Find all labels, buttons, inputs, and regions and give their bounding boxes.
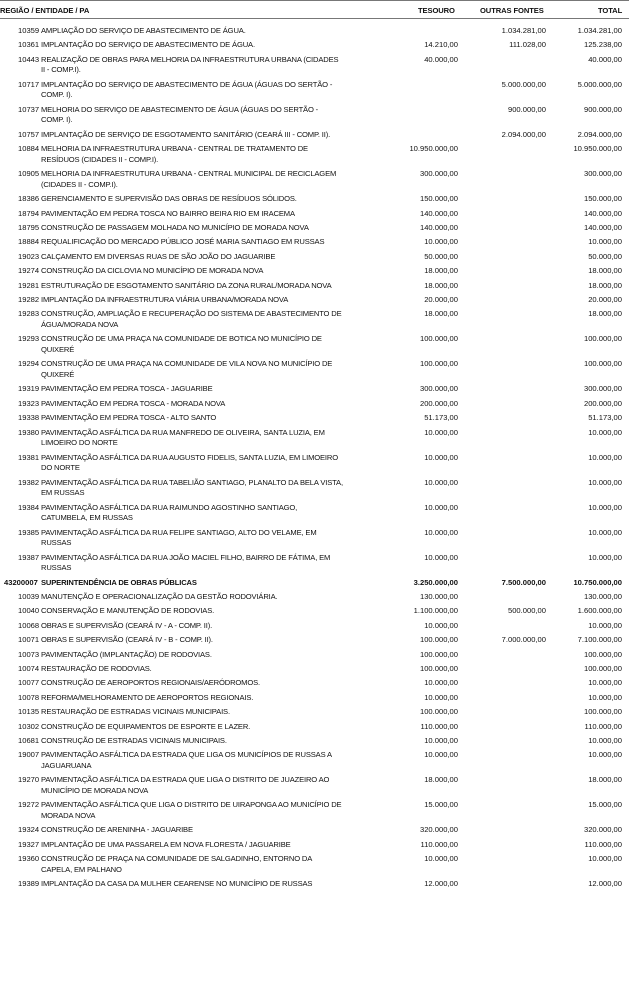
- code-cell: 19282: [18, 295, 40, 304]
- code-cell: 19274: [18, 266, 40, 276]
- code-cell: 10077: [18, 678, 40, 688]
- code-cell: 19023: [18, 251, 40, 261]
- description-cell: PAVIMENTAÇÃO ASFÁLTICA DA ESTRADA QUE LIGA O DISTRITO DE JUAZEIRO AO MUNICÍPIO DE MORADA NOVA: [41, 775, 330, 795]
- code-cell: 19380: [18, 427, 40, 437]
- total-cell: 10.000,00: [588, 854, 622, 864]
- tesouro-cell: 3.250.000,00: [413, 577, 458, 587]
- tesouro-cell: 110.000,00: [420, 839, 458, 849]
- total-cell: 7.100.000,00: [577, 635, 622, 645]
- description-cell: AMPLIAÇÃO DO SERVIÇO DE ABASTECIMENTO DE ÁGUA.: [41, 26, 246, 35]
- code-cell: 19293: [18, 334, 40, 344]
- description-cell: CONSTRUÇÃO DE EQUIPAMENTOS DE ESPORTE E LAZER.: [41, 721, 251, 731]
- description-cell: PAVIMENTAÇÃO ASFÁLTICA DA RUA JOÃO MACIEL FILHO, BAIRRO DE FÁTIMA, EM RUSSAS: [41, 552, 331, 572]
- tesouro-cell: 100.000,00: [419, 664, 458, 673]
- tesouro-cell: 10.000,00: [424, 692, 458, 702]
- description-cell: CONSERVAÇÃO E MANUTENÇÃO DE RODOVIAS.: [41, 606, 215, 616]
- header-total: TOTAL: [598, 6, 623, 15]
- code-cell: 19327: [18, 839, 40, 849]
- tesouro-cell: 1.100.000,00: [413, 606, 458, 616]
- total-cell: 2.094.000,00: [577, 129, 622, 139]
- total-cell: 10.000,00: [588, 678, 622, 688]
- total-cell: 900.000,00: [583, 104, 622, 114]
- total-cell: 10.000,00: [588, 736, 622, 745]
- code-cell: 19382: [18, 477, 40, 487]
- code-cell: 19283: [18, 309, 40, 319]
- total-cell: 51.173,00: [588, 413, 622, 423]
- tesouro-cell: 110.000,00: [420, 721, 458, 731]
- tesouro-cell: 10.950.000,00: [409, 144, 458, 154]
- header-outras-fontes: OUTRAS FONTES: [480, 6, 544, 15]
- description-cell: PAVIMENTAÇÃO ASFÁLTICA DA RUA FELIPE SANTIAGO, ALTO DO VELAME, EM RUSSAS: [41, 527, 317, 547]
- tesouro-cell: 10.000,00: [424, 237, 458, 247]
- description-cell: CALÇAMENTO EM DIVERSAS RUAS DE SÃO JOÃO DO JAGUARIBE: [41, 251, 276, 261]
- code-cell: 19294: [18, 359, 40, 369]
- code-cell: 19389: [18, 879, 40, 889]
- description-cell: SUPERINTENDÊNCIA DE OBRAS PÚBLICAS: [41, 577, 197, 587]
- total-cell: 110.000,00: [584, 721, 622, 731]
- description-cell: GERENCIAMENTO E SUPERVISÃO DAS OBRAS DE RESÍDUOS SÓLIDOS.: [41, 194, 297, 204]
- code-cell: 19007: [18, 750, 40, 760]
- code-cell: 10302: [18, 721, 40, 731]
- code-cell: 10681: [18, 736, 40, 745]
- code-cell: 19360: [18, 854, 40, 864]
- code-cell: 18386: [18, 194, 40, 204]
- code-cell: 19381: [18, 452, 40, 462]
- outras-fontes-cell: 500.000,00: [507, 606, 546, 616]
- total-cell: 320.000,00: [583, 825, 622, 835]
- code-cell: 10884: [18, 144, 40, 154]
- tesouro-cell: 10.000,00: [424, 552, 458, 562]
- outras-fontes-cell: 2.094.000,00: [501, 129, 546, 139]
- description-cell: IMPLANTAÇÃO DO SERVIÇO DE ABASTECIMENTO DE ÁGUA (ÁGUAS DO SERTÃO - COMP. I).: [41, 79, 333, 100]
- code-cell: 19387: [18, 552, 40, 562]
- total-cell: 12.000,00: [588, 879, 622, 889]
- total-cell: 1.034.281,00: [577, 26, 622, 35]
- code-cell: 19323: [18, 398, 40, 408]
- description-cell: IMPLANTAÇÃO DE UMA PASSARELA EM NOVA FLORESTA / JAGUARIBE: [41, 839, 291, 849]
- total-cell: 10.000,00: [588, 502, 622, 512]
- tesouro-cell: 20.000,00: [424, 295, 458, 304]
- description-cell: REQUALIFICAÇÃO DO MERCADO PÚBLICO JOSÉ MARIA SANTIAGO EM RUSSAS: [41, 237, 325, 247]
- total-cell: 40.000,00: [588, 54, 622, 64]
- code-cell: 19272: [18, 800, 40, 810]
- outras-fontes-cell: 111.028,00: [509, 40, 546, 50]
- total-cell: 200.000,00: [583, 398, 622, 408]
- code-cell: 10073: [18, 649, 40, 659]
- description-cell: PAVIMENTAÇÃO EM PEDRA TOSCA NO BAIRRO BEIRA RIO EM IRACEMA: [41, 208, 295, 218]
- total-cell: 5.000.000,00: [577, 79, 622, 89]
- description-cell: ESTRUTURAÇÃO DE ESGOTAMENTO SANITÁRIO DA ZONA RURAL/MORADA NOVA: [41, 280, 332, 290]
- table-header: [0, 0, 629, 19]
- description-cell: MELHORIA DO SERVIÇO DE ABASTECIMENTO DE ÁGUA (ÁGUAS DO SERTÃO - COMP. I).: [41, 104, 319, 125]
- description-cell: REALIZAÇÃO DE OBRAS PARA MELHORIA DA INFRAESTRUTURA URBANA (CIDADES II - COMP.I).: [41, 54, 339, 75]
- total-cell: 10.000,00: [588, 552, 622, 562]
- tesouro-cell: 150.000,00: [419, 194, 458, 204]
- total-cell: 100.000,00: [583, 649, 622, 659]
- description-cell: PAVIMENTAÇÃO ASFÁLTICA DA RUA AUGUSTO FIDELIS, SANTA LUZIA, EM LIMOEIRO DO NORTE: [41, 452, 338, 472]
- total-cell: 10.000,00: [588, 527, 622, 537]
- code-cell: 19324: [18, 825, 40, 835]
- description-cell: IMPLANTAÇÃO DA INFRAESTRUTURA VIÁRIA URBANA/MORADA NOVA: [41, 295, 289, 304]
- outras-fontes-cell: 5.000.000,00: [501, 79, 546, 89]
- description-cell: PAVIMENTAÇÃO EM PEDRA TOSCA - JAGUARIBE: [41, 384, 213, 394]
- tesouro-cell: 10.000,00: [424, 427, 458, 437]
- description-cell: PAVIMENTAÇÃO ASFÁLTICA DA ESTRADA QUE LIGA OS MUNICÍPIOS DE RUSSAS A JAGUARUANA: [41, 750, 332, 770]
- tesouro-cell: 130.000,00: [419, 592, 458, 601]
- tesouro-cell: 10.000,00: [424, 477, 458, 487]
- total-cell: 20.000,00: [588, 295, 622, 304]
- tesouro-cell: 320.000,00: [419, 825, 458, 835]
- total-cell: 300.000,00: [583, 169, 622, 179]
- tesouro-cell: 10.000,00: [424, 750, 458, 760]
- tesouro-cell: 10.000,00: [424, 620, 458, 630]
- header-regiao: REGIÃO / ENTIDADE / PA: [0, 6, 90, 15]
- code-cell: 10039: [18, 592, 40, 601]
- total-cell: 18.000,00: [588, 266, 622, 276]
- tesouro-cell: 140.000,00: [419, 208, 458, 218]
- tesouro-cell: 300.000,00: [419, 384, 458, 394]
- code-cell: 10361: [18, 40, 40, 50]
- description-cell: OBRAS E SUPERVISÃO (CEARÁ IV - B - COMP. II).: [41, 635, 213, 645]
- description-cell: RESTAURAÇÃO DE RODOVIAS.: [41, 664, 152, 673]
- description-cell: RESTAURAÇÃO DE ESTRADAS VICINAIS MUNICIPAIS.: [41, 707, 230, 717]
- total-cell: 18.000,00: [588, 309, 622, 319]
- tesouro-cell: 40.000,00: [424, 54, 458, 64]
- tesouro-cell: 300.000,00: [419, 169, 458, 179]
- tesouro-cell: 10.000,00: [424, 502, 458, 512]
- code-cell: 19384: [18, 502, 40, 512]
- code-cell: 19338: [18, 413, 40, 423]
- description-cell: PAVIMENTAÇÃO ASFÁLTICA DA RUA RAIMUNDO AGOSTINHO SANTIAGO, CATUMBELA, EM RUSSAS: [41, 502, 298, 522]
- code-cell: 18795: [18, 223, 40, 232]
- description-cell: IMPLANTAÇÃO DO SERVIÇO DE ABASTECIMENTO DE ÁGUA.: [41, 40, 255, 50]
- description-cell: CONSTRUÇÃO DE UMA PRAÇA NA COMUNIDADE DE VILA NOVA NO MUNICÍPIO DE QUIXERÉ: [41, 359, 333, 379]
- total-cell: 110.000,00: [584, 839, 622, 849]
- total-cell: 10.000,00: [588, 427, 622, 437]
- description-cell: CONSTRUÇÃO DE AEROPORTOS REGIONAIS/AERÓDROMOS.: [41, 678, 260, 688]
- total-cell: 300.000,00: [583, 384, 622, 394]
- total-cell: 10.000,00: [588, 237, 622, 247]
- description-cell: PAVIMENTAÇÃO (IMPLANTAÇÃO) DE RODOVIAS.: [41, 649, 212, 659]
- code-cell: 10071: [18, 635, 40, 645]
- total-cell: 130.000,00: [583, 592, 622, 601]
- description-cell: IMPLANTAÇÃO DE SERVIÇO DE ESGOTAMENTO SANITÁRIO (CEARÁ III - COMP. II).: [41, 129, 331, 139]
- code-cell: 10135: [18, 707, 40, 717]
- tesouro-cell: 18.000,00: [424, 309, 458, 319]
- outras-fontes-cell: 1.034.281,00: [501, 26, 546, 35]
- description-cell: CONSTRUÇÃO DE PRAÇA NA COMUNIDADE DE SALGADINHO, ENTORNO DA CAPELA, EM PALHANO: [41, 854, 312, 874]
- tesouro-cell: 10.000,00: [424, 678, 458, 688]
- tesouro-cell: 100.000,00: [419, 635, 458, 645]
- tesouro-cell: 100.000,00: [419, 707, 458, 717]
- code-cell: 10737: [18, 104, 40, 114]
- description-cell: CONSTRUÇÃO, AMPLIAÇÃO E RECUPERAÇÃO DO SISTEMA DE ABASTECIMENTO DE ÁGUA/MORADA NOVA: [41, 309, 342, 329]
- tesouro-cell: 200.000,00: [419, 398, 458, 408]
- code-cell: 19319: [18, 384, 40, 394]
- total-cell: 150.000,00: [583, 194, 622, 204]
- description-cell: IMPLANTAÇÃO DA CASA DA MULHER CEARENSE NO MUNICÍPIO DE RUSSAS: [41, 879, 313, 889]
- description-cell: CONSTRUÇÃO DE ESTRADAS VICINAIS MUNICIPAIS.: [41, 736, 227, 745]
- description-cell: CONSTRUÇÃO DE UMA PRAÇA NA COMUNIDADE DE BOTICA NO MUNICÍPIO DE QUIXERÉ: [41, 334, 322, 354]
- code-cell: 10078: [18, 692, 40, 702]
- description-cell: MELHORIA DA INFRAESTRUTURA URBANA - CENTRAL MUNICIPAL DE RECICLAGEM (CIDADES II - COMP.I).: [41, 169, 337, 189]
- description-cell: CONSTRUÇÃO DA CICLOVIA NO MUNICÍPIO DE MORADA NOVA: [41, 266, 264, 276]
- tesouro-cell: 10.000,00: [424, 736, 458, 745]
- tesouro-cell: 51.173,00: [424, 413, 458, 423]
- code-cell: 43200007: [4, 577, 38, 587]
- code-cell: 10068: [18, 620, 40, 630]
- description-cell: CONSTRUÇÃO DE PASSAGEM MOLHADA NO MUNICÍPIO DE MORADA NOVA: [41, 223, 309, 232]
- total-cell: 10.000,00: [588, 692, 622, 702]
- total-cell: 100.000,00: [583, 359, 622, 369]
- tesouro-cell: 18.000,00: [424, 280, 458, 290]
- total-cell: 18.000,00: [588, 775, 622, 785]
- description-cell: PAVIMENTAÇÃO ASFÁLTICA DA RUA MANFREDO DE OLIVEIRA, SANTA LUZIA, EM LIMOEIRO DO NORTE: [41, 427, 325, 447]
- total-cell: 100.000,00: [583, 707, 622, 717]
- outras-fontes-cell: 7.500.000,00: [501, 577, 546, 587]
- outras-fontes-cell: 7.000.000,00: [501, 635, 546, 645]
- description-cell: MANUTENÇÃO E OPERACIONALIZAÇÃO DA GESTÃO RODOVIÁRIA.: [41, 592, 278, 601]
- total-cell: 10.750.000,00: [573, 577, 622, 587]
- total-cell: 140.000,00: [583, 223, 622, 232]
- total-cell: 10.000,00: [588, 750, 622, 760]
- code-cell: 18794: [18, 208, 40, 218]
- total-cell: 125.238,00: [583, 40, 622, 50]
- tesouro-cell: 14.210,00: [424, 40, 458, 50]
- tesouro-cell: 10.000,00: [424, 452, 458, 462]
- total-cell: 10.000,00: [588, 477, 622, 487]
- code-cell: 10359: [18, 26, 40, 35]
- code-cell: 10074: [18, 664, 40, 673]
- tesouro-cell: 140.000,00: [419, 223, 458, 232]
- total-cell: 10.000,00: [588, 620, 622, 630]
- description-cell: PAVIMENTAÇÃO EM PEDRA TOSCA - MORADA NOVA: [41, 398, 226, 408]
- description-cell: PAVIMENTAÇÃO ASFÁLTICA DA RUA TABELIÃO SANTIAGO, PLANALTO DA BELA VISTA, EM RUSSAS: [41, 477, 343, 497]
- tesouro-cell: 10.000,00: [424, 854, 458, 864]
- tesouro-cell: 100.000,00: [419, 334, 458, 344]
- code-cell: 19385: [18, 527, 40, 537]
- code-cell: 18884: [18, 237, 40, 247]
- total-cell: 100.000,00: [583, 334, 622, 344]
- description-cell: CONSTRUÇÃO DE ARENINHA - JAGUARIBE: [41, 825, 193, 835]
- total-cell: 18.000,00: [588, 280, 622, 290]
- outras-fontes-cell: 900.000,00: [507, 104, 546, 114]
- total-cell: 15.000,00: [588, 800, 622, 810]
- code-cell: 19270: [18, 775, 40, 785]
- total-cell: 50.000,00: [588, 251, 622, 261]
- total-cell: 100.000,00: [583, 664, 622, 673]
- code-cell: 10717: [18, 79, 40, 89]
- code-cell: 10905: [18, 169, 40, 179]
- tesouro-cell: 18.000,00: [424, 266, 458, 276]
- code-cell: 10443: [18, 54, 40, 64]
- total-cell: 10.950.000,00: [573, 144, 622, 154]
- header-tesouro: TESOURO: [418, 6, 455, 15]
- total-cell: 1.600.000,00: [577, 606, 622, 616]
- tesouro-cell: 15.000,00: [424, 800, 458, 810]
- tesouro-cell: 18.000,00: [424, 775, 458, 785]
- code-cell: 19281: [18, 280, 40, 290]
- total-cell: 10.000,00: [588, 452, 622, 462]
- description-cell: OBRAS E SUPERVISÃO (CEARÁ IV - A - COMP. II).: [41, 620, 213, 630]
- tesouro-cell: 12.000,00: [424, 879, 458, 889]
- description-cell: PAVIMENTAÇÃO ASFÁLTICA QUE LIGA O DISTRITO DE UIRAPONGA AO MUNICÍPIO DE MORADA NOVA: [41, 800, 342, 820]
- tesouro-cell: 10.000,00: [424, 527, 458, 537]
- tesouro-cell: 100.000,00: [419, 649, 458, 659]
- description-cell: MELHORIA DA INFRAESTRUTURA URBANA - CENTRAL DE TRATAMENTO DE RESÍDUOS (CIDADES II - COMP.I).: [41, 144, 308, 164]
- description-cell: PAVIMENTAÇÃO EM PEDRA TOSCA - ALTO SANTO: [41, 413, 217, 423]
- description-cell: REFORMA/MELHORAMENTO DE AEROPORTOS REGIONAIS.: [41, 692, 254, 702]
- tesouro-cell: 50.000,00: [424, 251, 458, 261]
- tesouro-cell: 100.000,00: [419, 359, 458, 369]
- code-cell: 10040: [18, 606, 40, 616]
- total-cell: 140.000,00: [583, 208, 622, 218]
- code-cell: 10757: [18, 129, 40, 139]
